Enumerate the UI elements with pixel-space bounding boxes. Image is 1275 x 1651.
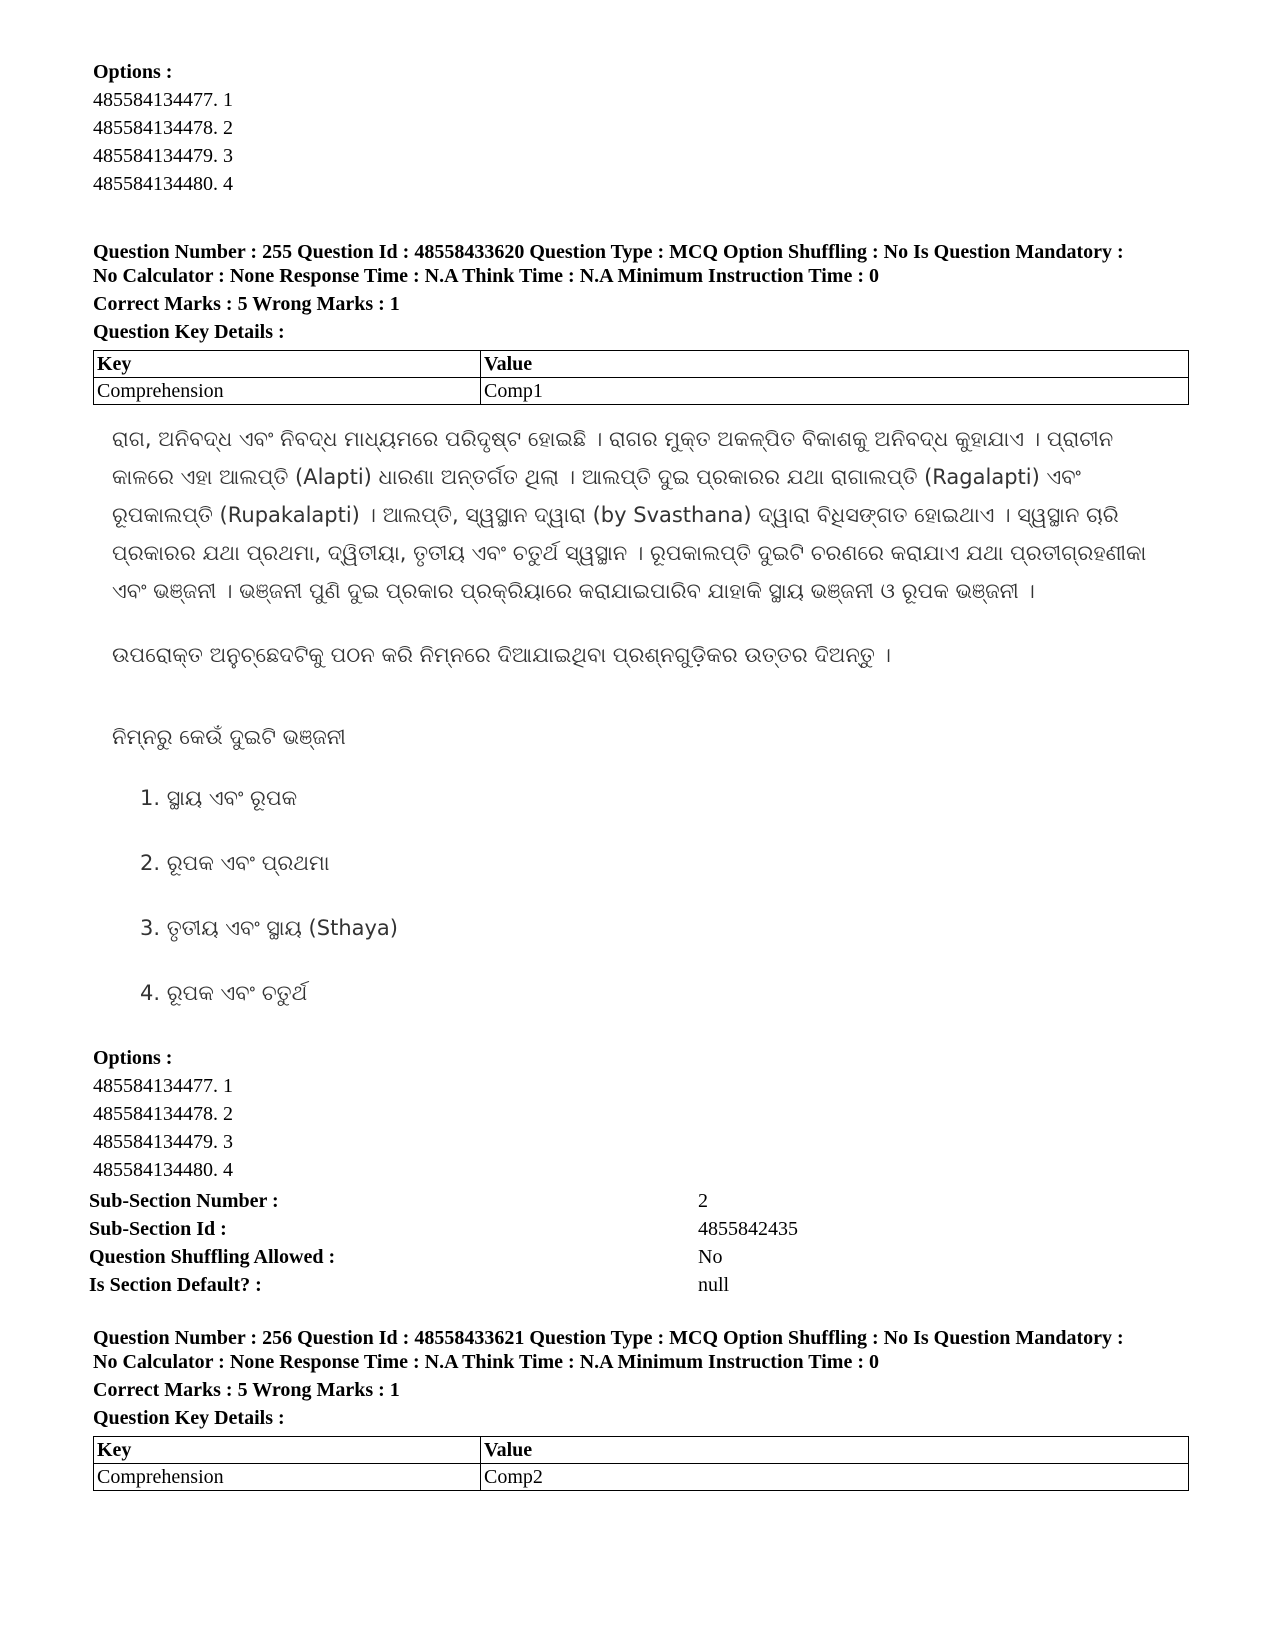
option-item: 485584134479. 3 (93, 1131, 233, 1153)
subsection-id-value: 4855842435 (698, 1218, 798, 1240)
question-text: ନିମ୍ନରୁ କେଉଁ ଦୁଇଟି ଭଞ୍ଜନୀ (112, 725, 346, 749)
option-item: 485584134478. 2 (93, 117, 233, 139)
option-item: 485584134477. 1 (93, 1075, 233, 1097)
table-header-row (94, 1437, 1189, 1464)
question-key-table (93, 1436, 1189, 1491)
question-header-line2: No Calculator : None Response Time : N.A Think Time : N.A Minimum Instruction Time : 0 (93, 1351, 879, 1373)
option-item: 485584134480. 4 (93, 1159, 233, 1181)
table-row (94, 1464, 1189, 1491)
options-heading: Options : (93, 1047, 173, 1069)
question-marks: Correct Marks : 5 Wrong Marks : 1 (93, 293, 400, 315)
answer-choice: 1. ସ୍ଥାୟ ଏବଂ ରୂପକ (140, 786, 298, 810)
table-header-row (94, 351, 1189, 378)
question-key-table (93, 350, 1189, 405)
comprehension-passage: ରାଗ, ଅନିବଦ୍ଧ ଏବଂ ନିବଦ୍ଧ ମାଧ୍ୟମରେ ପରିଦୃଷ୍ଟ ହୋଇଛି । ରାଗର ମୁକ୍ତ ଅକଳ୍ପିତ ବିକାଶକୁ ଅନିବଦ୍ଧ କୁହାଯାଏ । ପ୍ରାଚୀନ କାଳରେ ଏହା ଆଲପ୍ତି (Alapti) ଧାରଣା ଅନ୍ତର୍ଗତ ଥିଲା । ଆଲପ୍ତି ଦୁଇ ପ୍ରକାରର ଯଥା ରାଗାଲପ୍ତି (Ragalapti) ଏବଂ ରୂପକାଲପ୍ତି (Rupakalapti) । ଆଲପ୍ତି, ସ୍ୱସ୍ଥାନ ଦ୍ୱାରା (by Svasthana) ଦ୍ୱାରା ବିଧିସଙ୍ଗତ ହୋଇଥାଏ । ସ୍ୱସ୍ଥାନ ଚାରି ପ୍ରକାରର ଯଥା ପ୍ରଥମା, ଦ୍ୱିତୀୟା, ତୃତୀୟ ଏବଂ ଚତୁର୍ଥ ସ୍ୱସ୍ଥାନ । ରୂପକାଲପ୍ତି ଦୁଇଟି ଚରଣରେ କରାଯାଏ ଯଥା ପ୍ରତୀଗ୍ରହଣୀକା ଏବଂ ଭଞ୍ଜନୀ । ଭଞ୍ଜନୀ ପୁଣି ଦୁଇ ପ୍ରକାର ପ୍ରକ୍ରିୟାରେ କରାଯାଇପାରିବ ଯାହାକି ସ୍ଥାୟ ଭଞ୍ଜନୀ ଓ ରୂପକ ଭଞ୍ଜନୀ । (112, 427, 1147, 603)
table-cell-value: Comp2 (481, 1464, 1189, 1491)
passage-instruction: ଉପରୋକ୍ତ ଅନୁଚ୍ଛେଦଟିକୁ ପଠନ କରି ନିମ୍ନରେ ଦିଆଯାଇଥିବା ପ୍ରଶ୍ନଗୁଡ଼ିକର ଉତ୍ତର ଦିଅନ୍ତୁ । (112, 643, 891, 667)
table-row (94, 378, 1189, 405)
subsection-number-label: Sub-Section Number : (89, 1190, 279, 1212)
options-heading-top: Options : (93, 61, 173, 83)
question-header-line1: Question Number : 256 Question Id : 48558433621 Question Type : MCQ Option Shuffling : No Is Question Mandatory : (93, 1327, 1124, 1349)
table-cell-key: Comprehension (94, 1464, 481, 1491)
section-default-label: Is Section Default? : (89, 1274, 262, 1296)
table-header-value: Value (481, 351, 1189, 378)
answer-choice: 4. ରୂପକ ଏବଂ ଚତୁର୍ଥ (140, 981, 308, 1005)
question-shuffling-label: Question Shuffling Allowed : (89, 1246, 336, 1268)
section-default-value: null (698, 1274, 730, 1296)
question-key-details-label: Question Key Details : (93, 321, 285, 343)
subsection-number-value: 2 (698, 1190, 708, 1212)
option-item: 485584134478. 2 (93, 1103, 233, 1125)
option-item: 485584134477. 1 (93, 89, 233, 111)
option-item: 485584134479. 3 (93, 145, 233, 167)
answer-choice: 2. ରୂପକ ଏବଂ ପ୍ରଥମା (140, 851, 330, 875)
answer-choice: 3. ତୃତୀୟ ଏବଂ ସ୍ଥାୟ (Sthaya) (140, 916, 398, 940)
table-cell-key: Comprehension (94, 378, 481, 405)
question-shuffling-value: No (698, 1246, 723, 1268)
question-key-details-label: Question Key Details : (93, 1407, 285, 1429)
table-header-key: Key (94, 351, 481, 378)
table-header-key: Key (94, 1437, 481, 1464)
table-header-value: Value (481, 1437, 1189, 1464)
subsection-id-label: Sub-Section Id : (89, 1218, 227, 1240)
option-item: 485584134480. 4 (93, 173, 233, 195)
table-cell-value: Comp1 (481, 378, 1189, 405)
question-marks: Correct Marks : 5 Wrong Marks : 1 (93, 1379, 400, 1401)
question-header-line2: No Calculator : None Response Time : N.A Think Time : N.A Minimum Instruction Time : 0 (93, 265, 879, 287)
question-header-line1: Question Number : 255 Question Id : 48558433620 Question Type : MCQ Option Shuffling : No Is Question Mandatory : (93, 241, 1124, 263)
